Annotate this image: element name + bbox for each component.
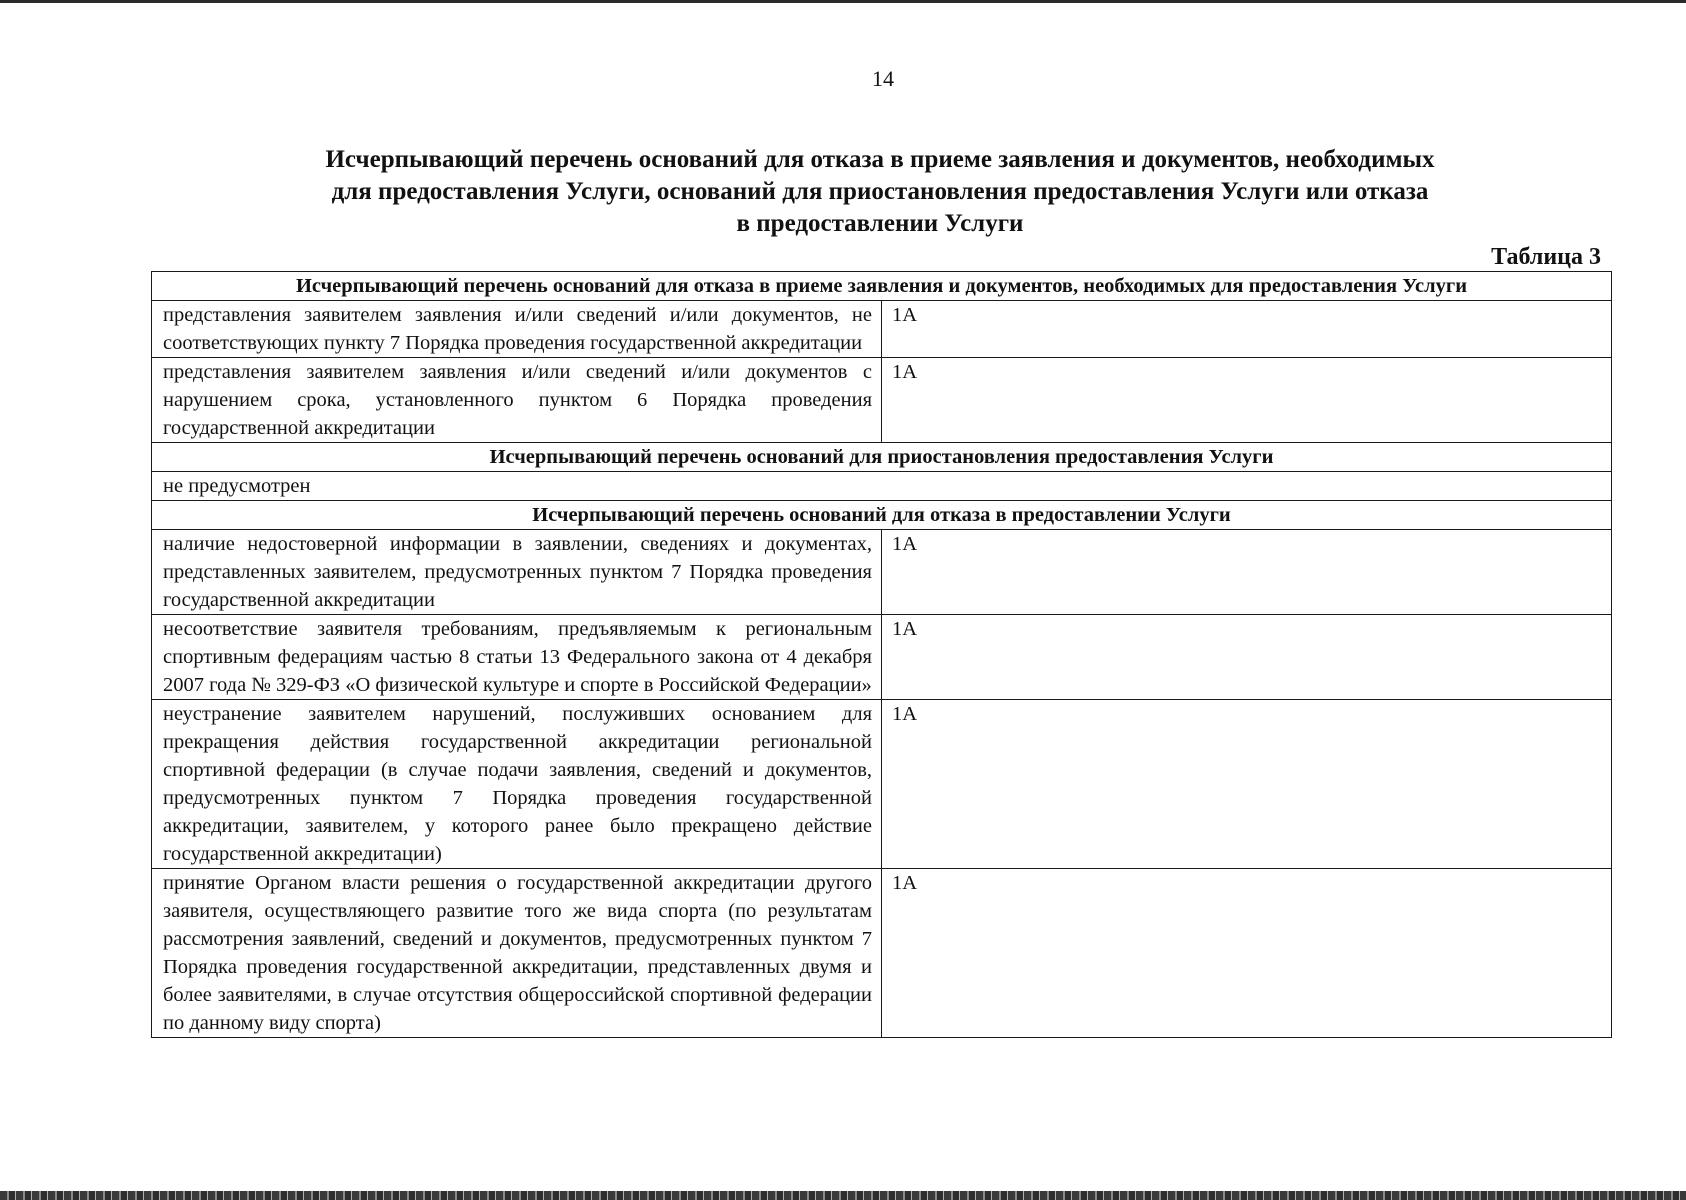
reason-code: 1А — [882, 700, 1612, 869]
scan-edge-bottom — [0, 1191, 1686, 1200]
document-title — [230, 144, 1530, 240]
table-row — [152, 301, 1612, 358]
reason-code: 1А — [882, 869, 1612, 1038]
table-row — [152, 530, 1612, 615]
reason-text: наличие недостоверной информации в заявлении, сведениях и документах, представленных заявителем, предусмотренных пунктом 7 Порядка проведения государственной аккредитации — [152, 530, 882, 615]
reason-text: несоответствие заявителя требованиям, предъявляемым к региональным спортивным федерациям частью 8 статьи 13 Федерального закона от 4 декабря 2007 года № 329-ФЗ «О физической культуре и спорте в Российской Федерации» — [152, 615, 882, 700]
section-heading-row — [152, 443, 1612, 472]
section-heading-reception-refusal: Исчерпывающий перечень оснований для отказа в приеме заявления и документов, необходимых для предоставления Услуги — [152, 272, 1612, 301]
reason-code: 1А — [882, 530, 1612, 615]
table-row — [152, 472, 1612, 501]
reason-text: неустранение заявителем нарушений, послуживших основанием для прекращения действия государственной аккредитации региональной спортивной федерации (в случае подачи заявления, сведений и документов, предусмотренных пунктом 7 Порядка проведения государственной аккредитации, заявителем, у которого ранее было прекращено действие государственной аккредитации) — [152, 700, 882, 869]
title-line-3: в предоставлении Услуги — [736, 210, 1024, 237]
table-label: Таблица 3 — [1491, 244, 1601, 270]
reason-code: 1А — [882, 301, 1612, 358]
scan-edge-top — [0, 0, 1686, 3]
reason-text: принятие Органом власти решения о государственной аккредитации другого заявителя, осуществляющего развитие того же вида спорта (по результатам рассмотрения заявлений, сведений и документов, предусмотренных пунктом 7 Порядка проведения государственной аккредитации, представленных двумя и более заявителями, в случае отсутствия общероссийской спортивной федерации по данному виду спорта) — [152, 869, 882, 1038]
suspension-note: не предусмотрен — [152, 472, 1612, 501]
title-line-1: Исчерпывающий перечень оснований для отказа в приеме заявления и документов, необходимых — [325, 146, 1435, 173]
reasons-table — [151, 271, 1612, 1038]
table-row — [152, 615, 1612, 700]
section-heading-row — [152, 272, 1612, 301]
table-row — [152, 869, 1612, 1038]
reason-code: 1А — [882, 358, 1612, 443]
section-heading-row — [152, 501, 1612, 530]
title-line-2: для предоставления Услуги, оснований для приостановления предоставления Услуги или отказа — [331, 178, 1429, 205]
reason-code: 1А — [882, 615, 1612, 700]
section-heading-suspension: Исчерпывающий перечень оснований для приостановления предоставления Услуги — [152, 443, 1612, 472]
table-row — [152, 700, 1612, 869]
table-row — [152, 358, 1612, 443]
page-number: 14 — [872, 66, 894, 91]
reason-text: представления заявителем заявления и/или сведений и/или документов с нарушением срока, установленного пунктом 6 Порядка проведения государственной аккредитации — [152, 358, 882, 443]
reason-text: представления заявителем заявления и/или сведений и/или документов, не соответствующих пункту 7 Порядка проведения государственной аккредитации — [152, 301, 882, 358]
section-heading-service-refusal: Исчерпывающий перечень оснований для отказа в предоставлении Услуги — [152, 501, 1612, 530]
